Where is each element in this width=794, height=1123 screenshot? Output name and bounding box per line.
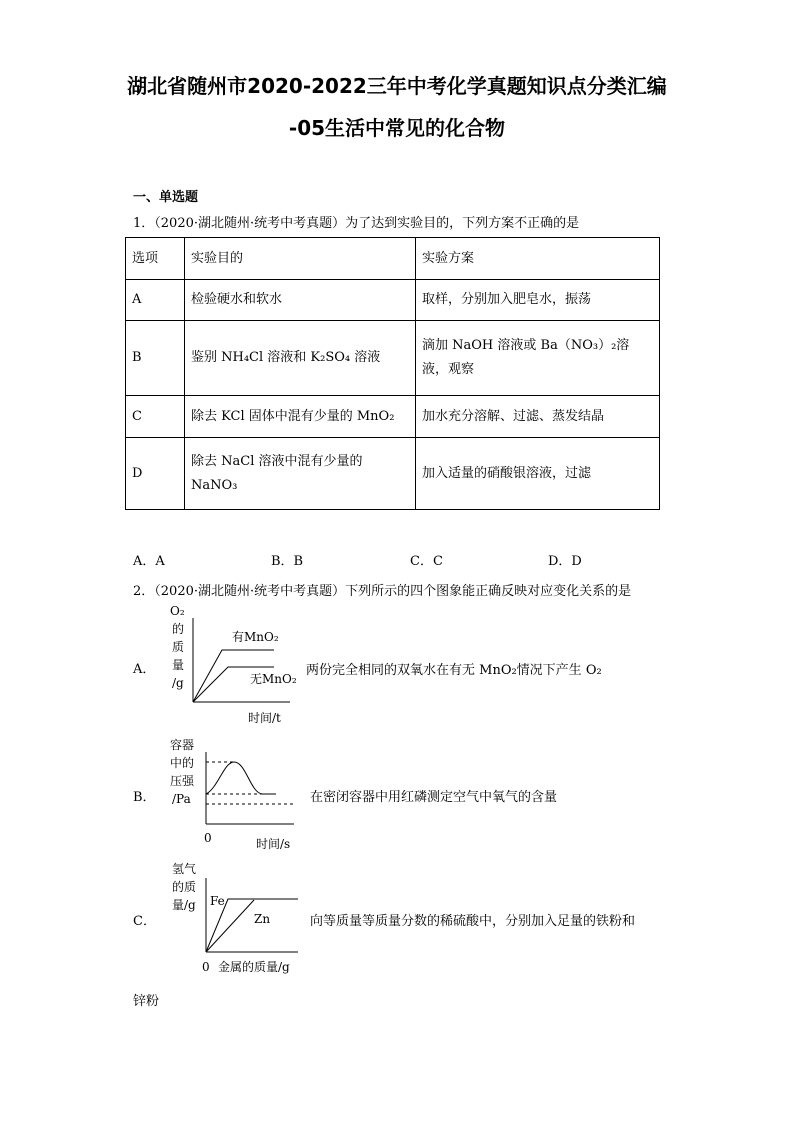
option-c-desc-tail: 锌粉 <box>133 994 160 1009</box>
graph-c-ylabel: 量/g <box>172 898 196 912</box>
graph-a-ylabel: 的 <box>172 622 185 636</box>
graph-c <box>160 860 310 978</box>
graph-a-ylabel: 量 <box>172 658 185 672</box>
graph-a-line-label: 无MnO₂ <box>250 672 297 686</box>
graph-b-origin: 0 <box>204 831 212 845</box>
graph-c-ylabel: 氢气 <box>172 862 197 876</box>
option-c-label[interactable]: C． <box>133 914 156 929</box>
graph-c-xlabel: 金属的质量/g <box>218 960 290 974</box>
table-row <box>126 438 660 510</box>
table-cell: 除去 KCl 固体中混有少量的 MnO₂ <box>185 396 416 438</box>
question-2-stem: 2．（2020·湖北随州·统考中考真题）下列所示的四个图象能正确反映对应变化关系的是 <box>133 584 632 599</box>
graph-c-ylabel: 的质 <box>172 880 197 894</box>
page-title-line2: -05生活中常见的化合物 <box>288 116 506 140</box>
section-heading: 一、单选题 <box>133 190 199 205</box>
graph-b-curve <box>206 762 276 794</box>
option-a-desc: 两份完全相同的双氧水在有无 MnO₂情况下产生 O₂ <box>306 663 602 678</box>
graph-c-line-label: Fe <box>210 894 225 908</box>
table-cell: 鉴别 NH₄Cl 溶液和 K₂SO₄ 溶液 <box>185 321 416 396</box>
option-a-label[interactable]: A． <box>133 662 156 677</box>
option-b-desc: 在密闭容器中用红磷测定空气中氧气的含量 <box>310 790 558 805</box>
graph-c-line-label: Zn <box>254 912 271 926</box>
table-cell: 检验硬水和软水 <box>185 280 416 321</box>
table-cell: D <box>126 438 185 510</box>
table-row <box>126 321 660 396</box>
table-header-cell: 实验方案 <box>416 238 660 280</box>
table-cell: C <box>126 396 185 438</box>
choice-b[interactable]: B．B <box>271 554 304 569</box>
table-cell: 取样，分别加入肥皂水，振荡 <box>416 280 660 321</box>
table-row <box>126 280 660 321</box>
table-row <box>126 396 660 438</box>
graph-a <box>160 604 310 726</box>
graph-b-ylabel: 容器 <box>170 738 195 752</box>
table-cell: 加入适量的硝酸银溶液，过滤 <box>416 438 660 510</box>
table-cell: 加水充分溶解、过滤、蒸发结晶 <box>416 396 660 438</box>
graph-c-origin: 0 <box>202 960 210 974</box>
table-header-cell: 实验目的 <box>185 238 416 280</box>
table-header-row <box>126 238 660 280</box>
option-b-label[interactable]: B． <box>133 790 156 805</box>
table-header-cell: 选项 <box>126 238 185 280</box>
question-1-stem: 1．（2020·湖北随州·统考中考真题）为了达到实验目的，下列方案不正确的是 <box>133 216 580 231</box>
table-cell: A <box>126 280 185 321</box>
page-title-line1: 湖北省随州市2020-2022三年中考化学真题知识点分类汇编 <box>127 74 667 98</box>
graph-b-xlabel: 时间/s <box>256 837 291 851</box>
choice-d[interactable]: D．D <box>548 554 582 569</box>
choice-c[interactable]: C．C <box>410 554 443 569</box>
graph-b <box>160 736 310 854</box>
question-1-table <box>125 237 660 510</box>
graph-b-ylabel: /Pa <box>172 792 191 806</box>
graph-a-line-label: 有MnO₂ <box>232 630 279 644</box>
graph-a-ylabel: 质 <box>172 640 185 654</box>
option-c-desc: 向等质量等质量分数的稀硫酸中，分别加入足量的铁粉和 <box>310 914 636 929</box>
table-cell: 滴加 NaOH 溶液或 Ba（NO₃）₂溶液，观察 <box>416 321 660 396</box>
graph-a-ylabel: O₂ <box>170 604 185 618</box>
graph-a-xlabel: 时间/t <box>248 711 281 725</box>
choice-a[interactable]: A．A <box>133 554 165 569</box>
graph-b-ylabel: 压强 <box>170 774 195 788</box>
table-cell: B <box>126 321 185 396</box>
graph-b-ylabel: 中的 <box>170 756 195 770</box>
table-cell: 除去 NaCl 溶液中混有少量的 NaNO₃ <box>185 438 416 510</box>
graph-a-ylabel: /g <box>172 676 184 690</box>
